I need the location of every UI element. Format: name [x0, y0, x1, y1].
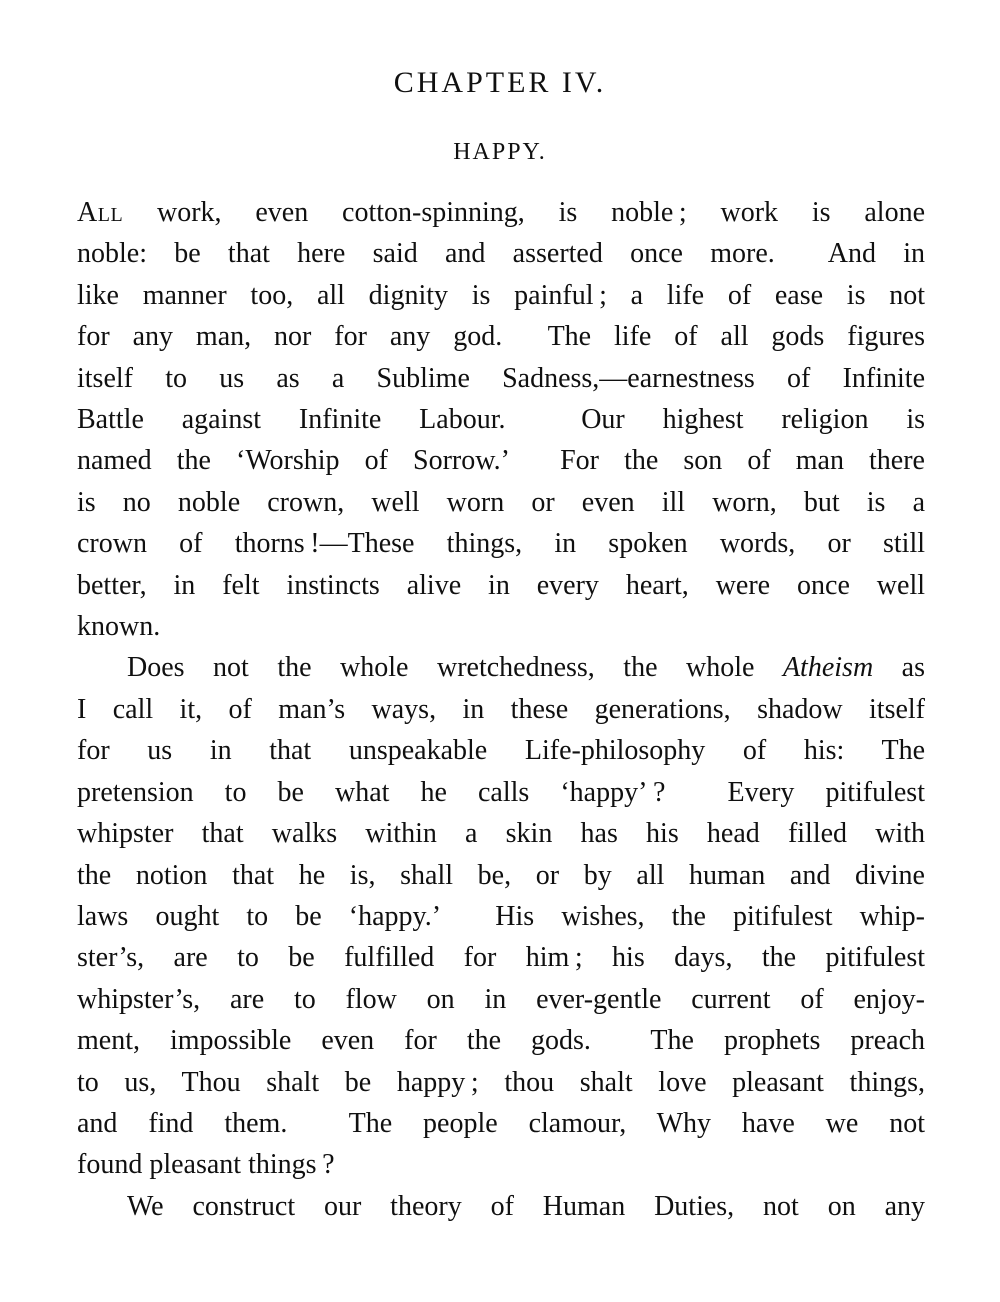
text-line — [77, 1103, 925, 1144]
text-line — [77, 896, 925, 937]
section-heading: HAPPY. — [453, 139, 547, 165]
text-segment: I call it, of man’s ways, in these generations, shadow itself — [77, 693, 925, 725]
text-line — [77, 233, 925, 274]
text-line — [77, 772, 925, 813]
text-segment: work, even cotton-spinning, is noble ; work is alone — [123, 197, 925, 228]
text-line — [77, 1020, 925, 1061]
text-line — [77, 1144, 925, 1185]
text-segment: the notion that he is, shall be, or by all human and divine — [77, 859, 925, 891]
text-segment: as — [873, 652, 925, 684]
text-line — [77, 979, 925, 1020]
text-segment: like manner too, all dignity is painful ; a life of ease is not — [77, 279, 925, 311]
text-segment: laws ought to be ‘happy.’ His wishes, the pitifulest whip- — [77, 900, 925, 932]
text-line — [77, 482, 925, 523]
text-line — [77, 647, 925, 688]
text-line — [77, 606, 925, 647]
text-line — [77, 192, 925, 233]
text-line — [77, 523, 925, 564]
text-line — [77, 1062, 925, 1103]
text-line — [77, 1186, 925, 1227]
text-line — [77, 275, 925, 316]
text-segment: better, in felt instincts alive in every heart, were once well — [77, 569, 925, 601]
text-line — [77, 689, 925, 730]
text-line — [77, 813, 925, 854]
text-segment: and find them. The people clamour, Why have we not — [77, 1107, 925, 1139]
text-line — [77, 316, 925, 357]
text-line — [77, 937, 925, 978]
text-segment: to us, Thou shalt be happy ; thou shalt love pleasant things, — [77, 1066, 925, 1098]
text-segment: named the ‘Worship of Sorrow.’ For the son of man there — [77, 445, 925, 477]
text-line — [77, 855, 925, 896]
text-segment: ment, impossible even for the gods. The prophets preach — [77, 1025, 925, 1057]
text-line — [77, 730, 925, 771]
text-segment: for any man, nor for any god. The life of all gods figures — [77, 321, 925, 353]
text-line — [77, 565, 925, 606]
text-segment: ster’s, are to be fulfilled for him ; his days, the pitifulest — [77, 942, 925, 974]
page-body — [77, 192, 925, 1227]
text-segment: We construct our theory of Human Duties, not on any — [127, 1190, 925, 1222]
text-line — [77, 440, 925, 481]
text-segment: is no noble crown, well worn or even ill worn, but is a — [77, 486, 925, 518]
text-segment: for us in that unspeakable Life-philosophy of his: The — [77, 735, 925, 767]
text-segment: Does not the whole wretchedness, the whole — [127, 652, 783, 684]
chapter-heading: CHAPTER IV. — [393, 66, 607, 99]
text-segment: found pleasant things ? — [77, 1149, 335, 1181]
text-segment: pretension to be what he calls ‘happy’ ? Every pitifulest — [77, 776, 925, 808]
text-line — [77, 358, 925, 399]
text-segment: known. — [77, 611, 161, 643]
text-segment: whipster that walks within a skin has his head filled with — [77, 818, 925, 850]
text-segment: noble: be that here said and asserted once more. And in — [77, 238, 925, 270]
text-segment: itself to us as a Sublime Sadness,—earnestness of Infinite — [77, 362, 925, 394]
text-segment: Battle against Infinite Labour. Our highest religion is — [77, 404, 925, 436]
text-segment: whipster’s, are to flow on in ever-gentle current of enjoy- — [77, 983, 925, 1015]
text-line — [77, 399, 925, 440]
smallcaps-text: All — [77, 197, 124, 228]
italic-text: Atheism — [782, 652, 874, 684]
text-segment: crown of thorns !—These things, in spoken words, or still — [77, 528, 925, 560]
